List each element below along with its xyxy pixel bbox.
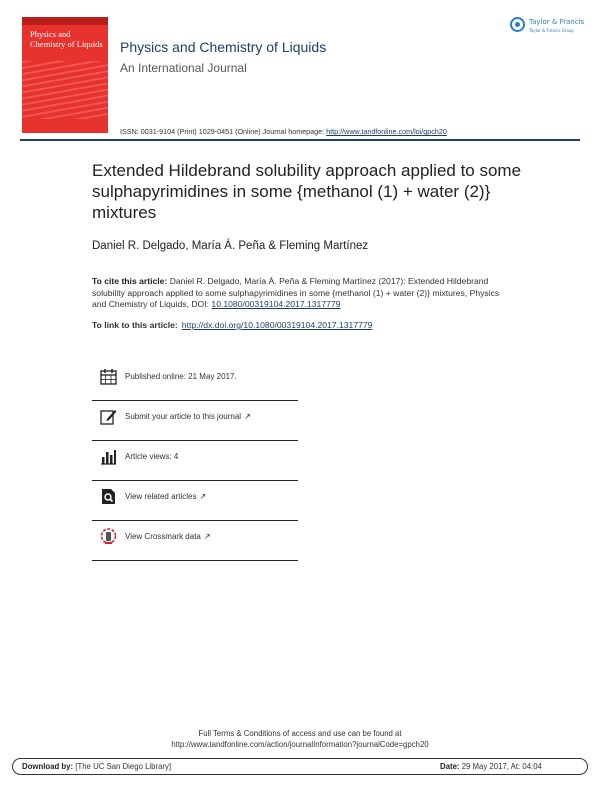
related-articles-link[interactable]	[125, 492, 206, 501]
download-date-label: Date:	[440, 762, 460, 771]
terms-url[interactable]: http://www.tandfonline.com/action/journalInformation?journalCode=gpch20	[171, 740, 429, 749]
publisher-logo[interactable]	[510, 15, 585, 39]
article-views-row	[92, 440, 298, 481]
bar-chart-icon	[100, 448, 117, 465]
edit-icon	[100, 408, 117, 425]
journal-subtitle: An International Journal	[120, 61, 247, 75]
submit-article-link[interactable]	[125, 412, 251, 421]
crossmark-row[interactable]	[92, 520, 298, 561]
crossmark-icon	[100, 528, 117, 545]
external-link-icon: ↗	[203, 532, 211, 541]
publisher-tagline: Taylor & Francis Group	[529, 28, 574, 33]
external-link-icon: ↗	[199, 492, 207, 501]
download-date	[440, 762, 542, 771]
download-date-value: 29 May 2017, At: 04:04	[461, 762, 542, 771]
publisher-logo-icon	[510, 17, 525, 32]
article-authors: Daniel R. Delgado, María Á. Peña & Fleming Martínez	[92, 240, 369, 252]
article-views-text: Article views: 4	[125, 452, 179, 461]
published-online-text: Published online: 21 May 2017.	[125, 372, 237, 381]
issn-line	[120, 127, 447, 136]
submit-article-row[interactable]	[92, 400, 298, 441]
article-doi-url[interactable]: http://dx.doi.org/10.1080/00319104.2017.1317779	[181, 320, 373, 330]
crossmark-link[interactable]	[125, 532, 211, 541]
header-divider	[20, 139, 580, 141]
citation-block	[92, 276, 512, 311]
citation-text: Daniel R. Delgado, María Á. Peña & Fleming Martínez (2017): Extended Hildebrand solubility approach applied to some sulphapyrimidines in some {methanol (1) + water (2)} mixtures, Physics and Chemistry of Liquids, DOI:	[92, 276, 500, 310]
link-label: To link to this article:	[92, 320, 178, 330]
article-title: Extended Hildebrand solubility approach applied to some sulphapyrimidines in some {methanol (1) + water (2)} mixtures	[92, 161, 522, 222]
crossmark-label: View Crossmark data	[125, 532, 201, 541]
cover-top-bar	[22, 17, 108, 25]
cover-title: Physics and Chemistry of Liquids	[30, 29, 103, 49]
terms-footer	[100, 728, 500, 750]
downloaded-by-value: [The UC San Diego Library]	[75, 762, 172, 771]
submit-article-label: Submit your article to this journal	[125, 412, 242, 421]
terms-line-1: Full Terms & Conditions of access and use can be found at	[198, 729, 402, 738]
published-online-row	[92, 360, 298, 401]
issn-text: ISSN: 0031-9104 (Print) 1029-0451 (Online) Journal homepage:	[120, 127, 325, 136]
citation-doi-link[interactable]: 10.1080/00319104.2017.1317779	[211, 299, 341, 310]
journal-cover	[22, 17, 108, 133]
downloaded-by	[22, 762, 171, 771]
calendar-icon	[100, 368, 117, 385]
external-link-icon: ↗	[244, 412, 251, 421]
article-link-line	[92, 320, 372, 330]
journal-name[interactable]: Physics and Chemistry of Liquids	[120, 39, 327, 55]
publisher-name: Taylor & Francis	[529, 18, 585, 26]
related-articles-row[interactable]	[92, 480, 298, 521]
downloaded-by-label: Download by:	[22, 762, 74, 771]
cover-wave-pattern	[22, 61, 108, 119]
document-search-icon	[100, 488, 117, 505]
journal-homepage-link[interactable]: http://www.tandfonline.com/loi/gpch20	[326, 127, 447, 136]
citation-label: To cite this article:	[92, 276, 168, 286]
related-articles-label: View related articles	[125, 492, 197, 501]
